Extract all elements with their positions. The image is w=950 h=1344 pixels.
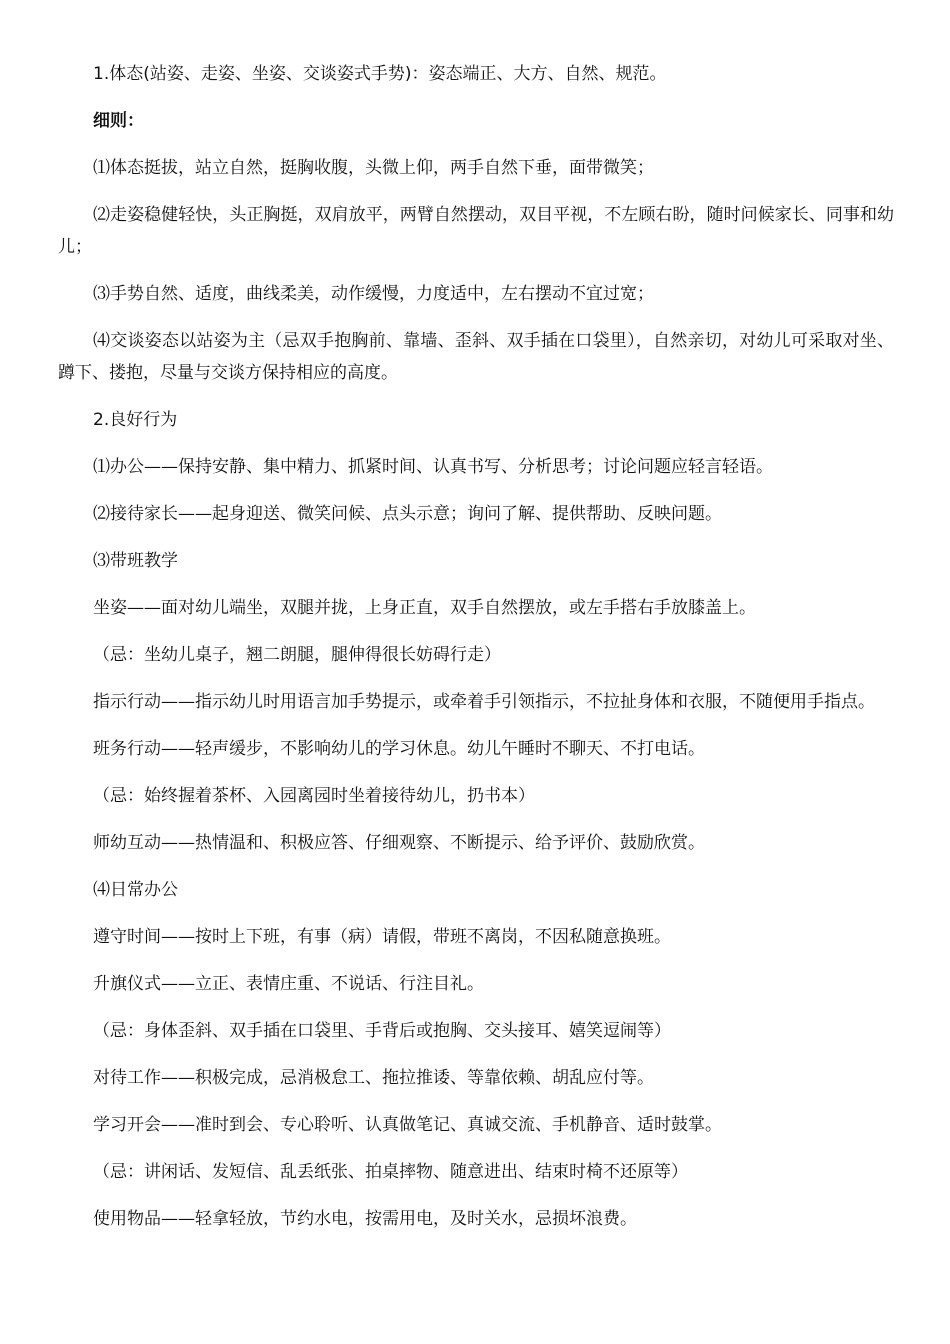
- document-page: [58, 58, 894, 1250]
- daily-meetings: 学习开会——准时到会、专心聆听、认真做笔记、真诚交流、手机静音、适时鼓掌。: [93, 1115, 722, 1135]
- rule-gesture: ⑶手势自然、适度，曲线柔美，动作缓慢，力度适中，左右摆动不宜过宽；: [93, 284, 654, 304]
- daily-flag-ceremony: 升旗仪式——立正、表情庄重、不说话、行注目礼。: [93, 974, 484, 994]
- teaching-sitting-avoid: （忌：坐幼儿桌子，翘二朗腿，腿伸得很长妨碍行走）: [93, 645, 501, 665]
- rules-heading: 细则：: [93, 111, 144, 131]
- behavior-parents: ⑵接待家长——起身迎送、微笑问候、点头示意；询问了解、提供帮助、反映问题。: [93, 504, 722, 524]
- daily-flag-ceremony-avoid: （忌：身体歪斜、双手插在口袋里、手背后或抱胸、交头接耳、嬉笑逗闹等）: [93, 1021, 671, 1041]
- section-1-title: 1.体态(站姿、走姿、坐姿、交谈姿式手势)：姿态端正、大方、自然、规范。: [93, 64, 667, 84]
- rule-conversation: ⑷交谈姿态以站姿为主（忌双手抱胸前、靠墙、歪斜、双手插在口袋里），自然亲切，对幼儿可采取对坐、蹲下、搂抱，尽量与交谈方保持相应的高度。: [58, 331, 894, 383]
- teaching-class-duty-avoid: （忌：始终握着茶杯、入园离园时坐着接待幼儿，扔书本）: [93, 786, 535, 806]
- teaching-class-duty: 班务行动——轻声缓步，不影响幼儿的学习休息。幼儿午睡时不聊天、不打电话。: [93, 739, 705, 759]
- daily-work-attitude: 对待工作——积极完成，忌消极怠工、拖拉推诿、等靠依赖、胡乱应付等。: [93, 1068, 654, 1088]
- teaching-sitting: 坐姿——面对幼儿端坐，双腿并拢，上身正直，双手自然摆放，或左手搭右手放膝盖上。: [93, 598, 756, 618]
- teaching-instruction: 指示行动——指示幼儿时用语言加手势提示，或牵着手引领指示，不拉扯身体和衣服，不随便用手指点。: [93, 692, 875, 712]
- behavior-teaching-title: ⑶带班教学: [93, 551, 178, 571]
- daily-office-title: ⑷日常办公: [93, 880, 178, 900]
- section-2-title: 2.良好行为: [93, 410, 178, 430]
- teaching-interaction: 师幼互动——热情温和、积极应答、仔细观察、不断提示、给予评价、鼓励欣赏。: [93, 833, 705, 853]
- daily-meetings-avoid: （忌：讲闲话、发短信、乱丢纸张、拍桌摔物、随意进出、结束时椅不还原等）: [93, 1162, 688, 1182]
- daily-using-items: 使用物品——轻拿轻放，节约水电，按需用电，及时关水，忌损坏浪费。: [93, 1209, 637, 1229]
- behavior-office: ⑴办公——保持安静、集中精力、抓紧时间、认真书写、分析思考；讨论问题应轻言轻语。: [93, 457, 773, 477]
- rule-walking: ⑵走姿稳健轻快，头正胸挺，双肩放平，两臂自然摆动，双目平视，不左顾右盼，随时问候家长、同事和幼儿；: [58, 205, 894, 257]
- daily-punctuality: 遵守时间——按时上下班，有事（病）请假，带班不离岗，不因私随意换班。: [93, 927, 671, 947]
- rule-posture: ⑴体态挺拔，站立自然，挺胸收腹，头微上仰，两手自然下垂，面带微笑；: [93, 158, 654, 178]
